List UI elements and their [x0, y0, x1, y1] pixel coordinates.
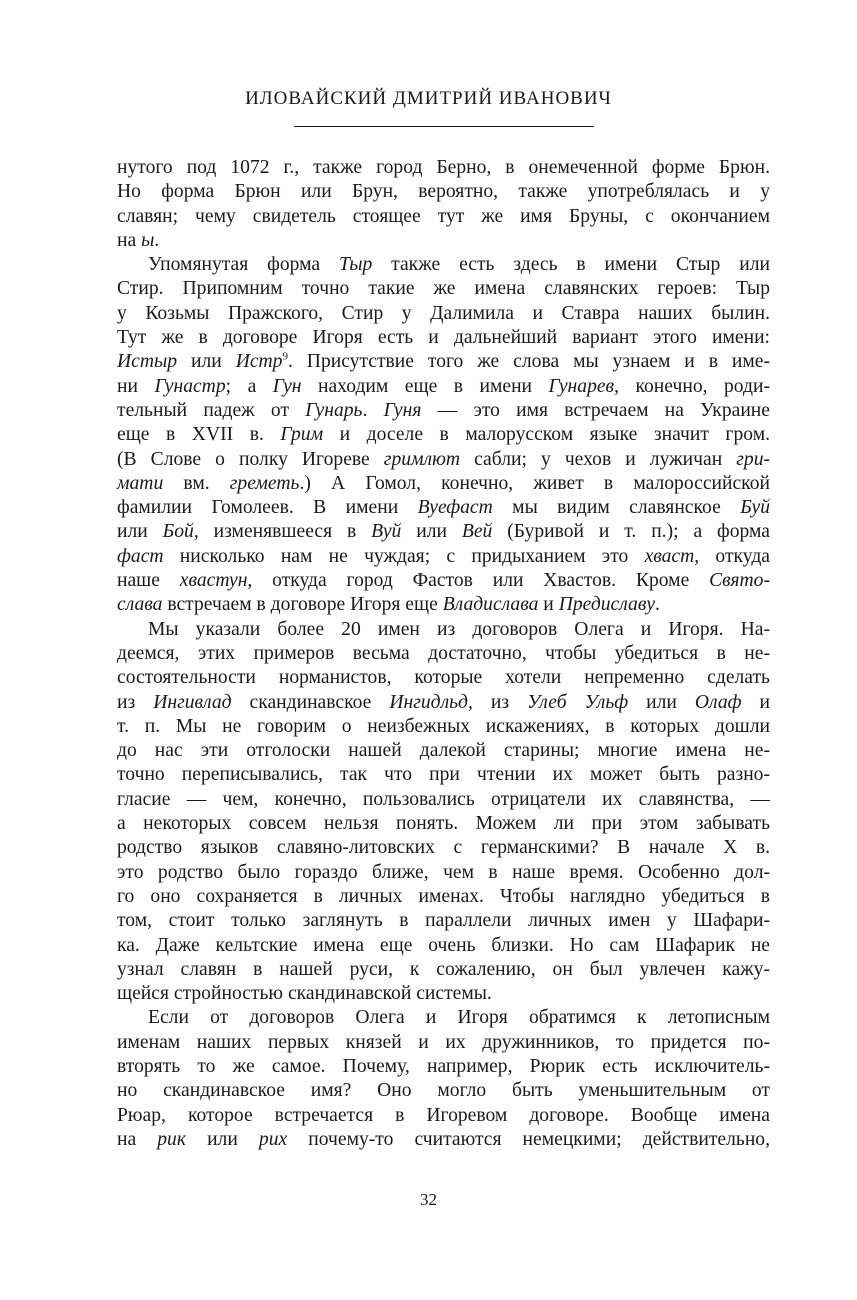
italic-term: Вуефаст	[417, 497, 493, 519]
paragraph	[117, 253, 770, 617]
text-line	[117, 666, 770, 690]
text-segment: также есть здесь в имени Стыр или	[372, 254, 770, 276]
text-segment: (В Слове о полку Игореве	[117, 448, 384, 470]
text-segment: ни	[117, 375, 155, 397]
text-segment: вм.	[163, 472, 230, 494]
text-line	[117, 958, 770, 982]
text-segment: , из	[467, 691, 528, 713]
text-line	[117, 1031, 770, 1055]
text-segment: почему-то считаются немецкими; действительно,	[287, 1128, 770, 1150]
text-segment: и	[538, 594, 559, 616]
italic-term: гри-	[736, 448, 771, 470]
italic-term: хваст	[644, 545, 695, 567]
text-segment: еще в XVII в.	[117, 424, 281, 446]
text-segment: щейся стройностью скандинавской системы.	[117, 983, 492, 1005]
text-segment: мы видим славянское	[492, 497, 741, 519]
text-segment: , откуда город Фастов или Хвастов. Кроме	[247, 570, 710, 592]
italic-term: Гунарев	[548, 375, 615, 397]
italic-term: Предиславу	[558, 594, 656, 616]
italic-term: Буй	[740, 497, 770, 519]
text-segment: Если от договоров Олега и Игоря обратимся к летописным	[148, 1007, 770, 1029]
text-segment: том, стоит только заглянуть в параллели личных имен у Шафари-	[117, 910, 770, 932]
text-line	[117, 691, 770, 715]
italic-term: греметь	[229, 472, 300, 494]
italic-term: рих	[258, 1128, 288, 1150]
text-segment: сабли; у чехов и лужичан	[460, 448, 737, 470]
text-line	[117, 885, 770, 909]
text-segment: или	[186, 1128, 259, 1150]
text-segment: , изменявшееся в	[193, 521, 372, 543]
italic-term: Ингидльд	[389, 691, 468, 713]
text-line	[117, 982, 770, 1006]
text-segment: или	[628, 691, 695, 713]
text-segment: у Козьмы Пражского, Стир у Далимила и Ставра наших былин.	[117, 302, 770, 324]
text-line	[117, 520, 770, 544]
text-segment: Рюар, которое встречается в Игоревом договоре. Вообще имена	[117, 1104, 770, 1126]
text-line	[117, 788, 770, 812]
text-segment: го оно сохраняется в личных именах. Чтобы наглядно убедиться в	[117, 885, 770, 907]
text-line	[117, 861, 770, 885]
text-segment: Мы указали более 20 имен из договоров Олега и Игоря. На-	[148, 618, 770, 640]
italic-term: Владислава	[442, 594, 539, 616]
text-segment: Но форма Брюн или Брун, вероятно, также употреблялась и у	[117, 181, 770, 203]
italic-term: хвастун	[179, 570, 248, 592]
text-segment: фамилии Гомолеев. В имени	[117, 497, 418, 519]
italic-term: ы	[141, 229, 155, 251]
text-segment: . Присутствие того же слова мы узнаем и в име-	[287, 351, 770, 373]
text-segment: .	[154, 229, 160, 251]
text-segment: наше	[117, 570, 180, 592]
italic-term: Вуй	[371, 521, 402, 543]
text-line	[117, 642, 770, 666]
text-line	[117, 1006, 770, 1030]
text-segment: гласие — чем, конечно, пользовались отрицатели их славянства, —	[117, 788, 770, 810]
main-text	[117, 156, 770, 1152]
text-segment: — это имя встречаем на Украине	[421, 399, 770, 421]
text-line	[117, 156, 770, 180]
text-segment: на	[117, 1128, 158, 1150]
page-number: 32	[420, 1190, 437, 1209]
paragraph	[117, 618, 770, 1007]
text-segment: славян; чему свидетель стоящее тут же имя Бруны, с окончанием	[117, 205, 770, 227]
text-segment: это родство было гораздо ближе, чем в наше время. Особенно дол-	[117, 861, 770, 883]
text-line	[117, 448, 770, 472]
text-line	[117, 229, 770, 253]
italic-term: Гунарь	[305, 399, 363, 421]
text-line	[117, 763, 770, 787]
text-segment: Тут же в договоре Игоря есть и дальнейший вариант этого имени:	[117, 327, 770, 349]
text-line	[117, 934, 770, 958]
italic-term: Истыр	[117, 351, 178, 373]
text-segment: родство языков славяно-литовских с германскими? В начале X в.	[117, 837, 770, 859]
text-line	[117, 1128, 770, 1152]
italic-term: рик	[157, 1128, 187, 1150]
text-segment: или	[177, 351, 236, 373]
text-segment: встречаем в договоре Игоря еще	[162, 594, 443, 616]
italic-term: Вей	[461, 521, 493, 543]
text-segment: вторять то же самое. Почему, например, Рюрик есть исключитель-	[117, 1055, 770, 1077]
text-segment: (Буривой и т. п.); а форма	[492, 521, 771, 543]
text-line	[117, 593, 770, 617]
text-segment: нисколько нам не чуждая; с придыханием это	[163, 545, 645, 567]
text-line	[117, 618, 770, 642]
text-segment: нутого под 1072 г., также город Берно, в онемеченной форме Брюн.	[117, 157, 770, 178]
italic-term: Улеб Ульф	[527, 691, 629, 713]
text-segment: .	[655, 594, 660, 616]
header-rule	[294, 126, 594, 127]
text-segment: ка. Даже кельтские имена еще очень близки. Но сам Шафарик не	[117, 934, 770, 956]
paragraph	[117, 156, 770, 253]
paragraph	[117, 1006, 770, 1152]
text-line	[117, 277, 770, 301]
text-segment: на	[117, 229, 142, 251]
italic-term: Олаф	[694, 691, 742, 713]
text-line	[117, 1055, 770, 1079]
text-line	[117, 180, 770, 204]
italic-term: мати	[117, 472, 164, 494]
italic-term: Свято-	[709, 570, 770, 592]
text-line	[117, 909, 770, 933]
text-segment: тельный падеж от	[117, 399, 306, 421]
text-segment: .) А Гомол, конечно, живет в малороссийской	[299, 472, 770, 494]
text-segment: из	[117, 691, 154, 713]
text-segment: или	[401, 521, 462, 543]
text-segment: деемся, этих примеров весьма достаточно, чтобы убедиться в не-	[117, 642, 770, 664]
text-line	[117, 253, 770, 277]
text-segment: именам наших первых князей и их дружинников, то придется по-	[117, 1031, 770, 1053]
italic-term: Бой	[162, 521, 194, 543]
text-segment: до нас эти отголоски нашей далекой старины; многие имена не-	[117, 740, 770, 762]
text-segment: , откуда	[694, 545, 770, 567]
text-line	[117, 812, 770, 836]
text-line	[117, 1104, 770, 1128]
text-line	[117, 375, 770, 399]
text-segment: скандинавское	[231, 691, 390, 713]
text-segment: и	[741, 691, 771, 713]
italic-term: Грим	[280, 424, 324, 446]
text-line	[117, 496, 770, 520]
text-line	[117, 423, 770, 447]
italic-term: слава	[117, 594, 163, 616]
text-line	[117, 569, 770, 593]
text-segment: а некоторых совсем нельзя понять. Можем ли при этом забывать	[117, 813, 770, 835]
italic-term: Гунастр	[154, 375, 226, 397]
text-line	[117, 326, 770, 350]
text-line	[117, 836, 770, 860]
italic-term: Гун	[272, 375, 302, 397]
italic-term: фаст	[117, 545, 164, 567]
text-segment: состоятельности норманистов, которые хотели непременно сделать	[117, 667, 770, 689]
text-line	[117, 739, 770, 763]
italic-term: Гуня	[383, 399, 422, 421]
text-segment: Стир. Припомним точно такие же имена славянских героев: Тыр	[117, 278, 770, 300]
text-line	[117, 1079, 770, 1103]
text-segment: но скандинавское имя? Оно могло быть уменьшительным от	[117, 1080, 770, 1102]
text-line	[117, 350, 770, 374]
text-line	[117, 545, 770, 569]
text-line	[117, 399, 770, 423]
text-segment: , конечно, роди-	[614, 375, 771, 397]
text-line	[117, 472, 770, 496]
italic-term: Ингивлад	[153, 691, 232, 713]
text-segment: т. п. Мы не говорим о неизбежных искажениях, в которых дошли	[117, 715, 770, 737]
italic-term: гримлют	[383, 448, 461, 470]
text-segment: точно переписывались, так что при чтении их может быть разно-	[117, 764, 770, 786]
italic-term: Тыр	[339, 254, 373, 276]
text-segment: .	[362, 399, 384, 421]
text-line	[117, 205, 770, 229]
text-segment: находим еще в имени	[301, 375, 549, 397]
italic-term: Истр	[235, 351, 283, 373]
text-segment: узнал славян в нашей руси, к сожалению, он был увлечен кажу-	[117, 958, 770, 980]
text-line	[117, 715, 770, 739]
text-segment: или	[117, 521, 163, 543]
running-header: ИЛОВАЙСКИЙ ДМИТРИЙ ИВАНОВИЧ	[245, 88, 612, 109]
text-segment: Упомянутая форма	[148, 254, 340, 276]
text-segment: ; а	[225, 375, 273, 397]
text-line	[117, 302, 770, 326]
text-segment: и доселе в малорусском языке значит гром.	[323, 424, 770, 446]
footnote-marker: 9	[282, 350, 288, 363]
